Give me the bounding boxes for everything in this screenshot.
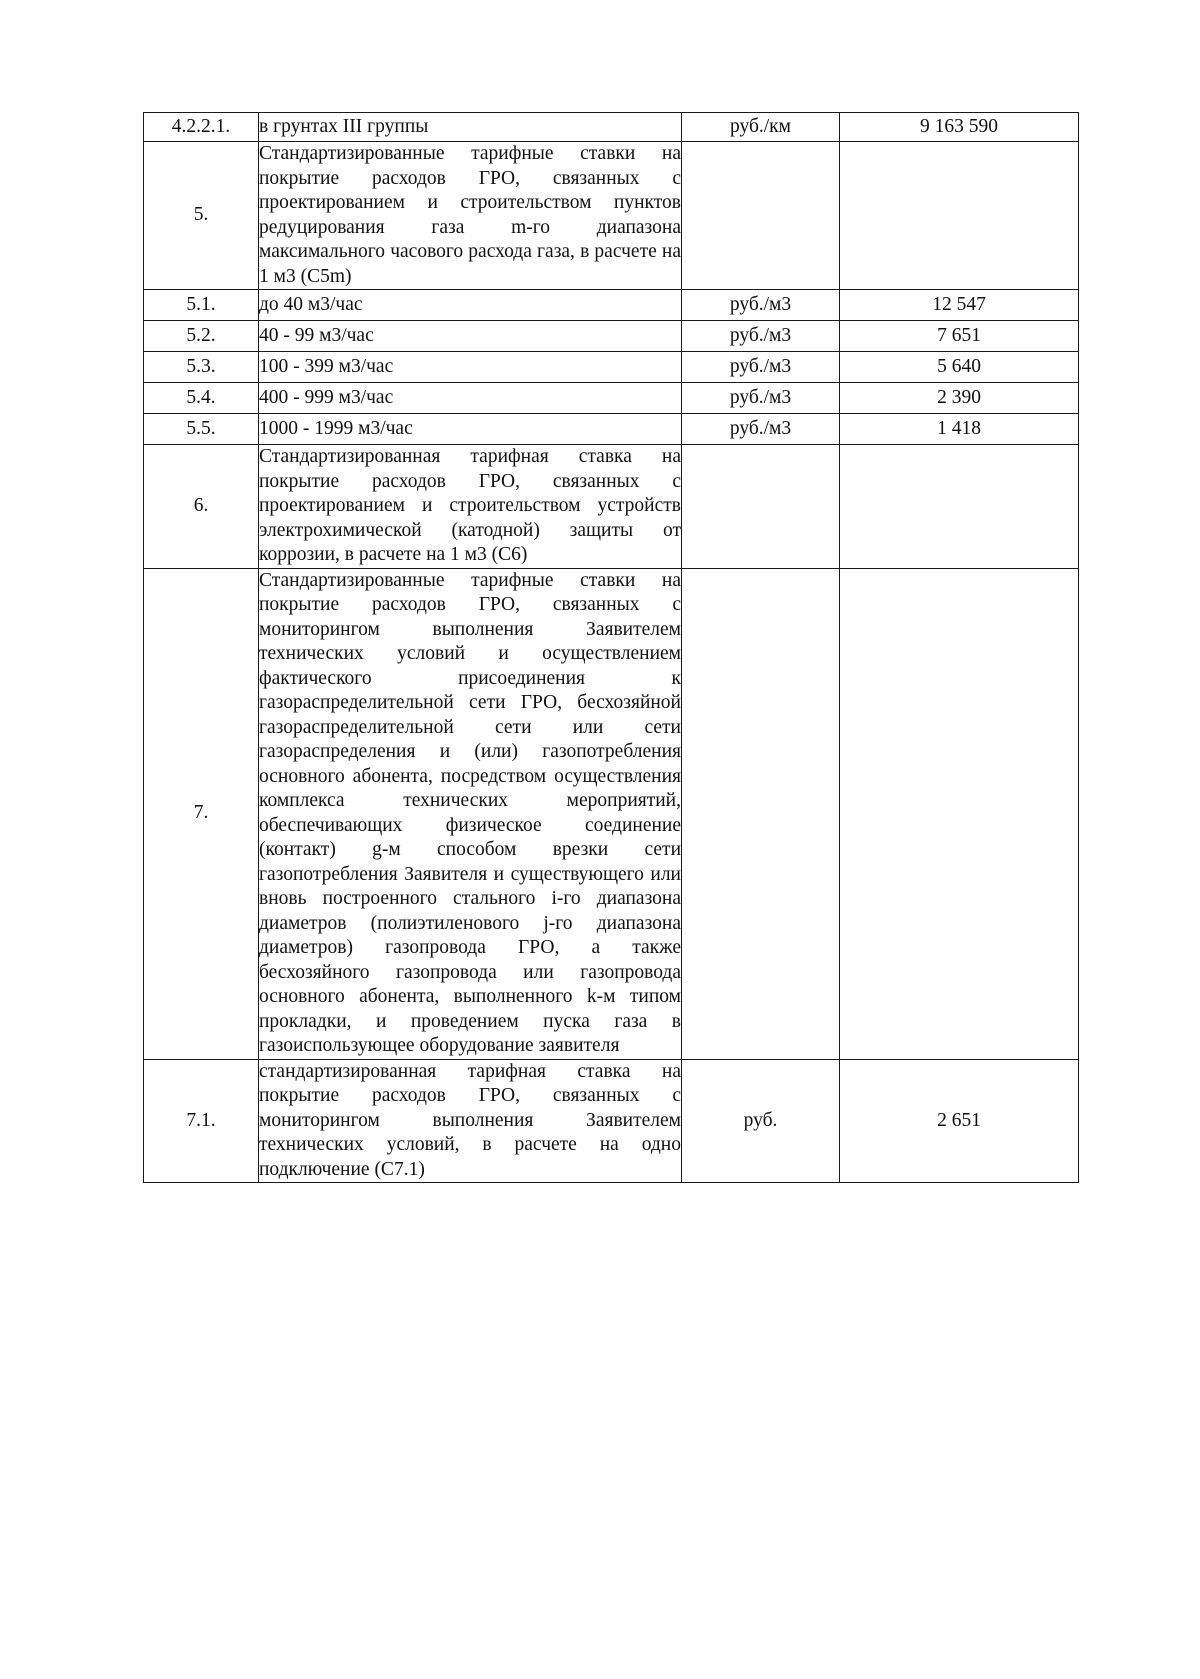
table-row — [144, 142, 1079, 290]
row-description: в грунтах III группы — [259, 113, 682, 142]
row-value: 5 640 — [840, 352, 1079, 383]
row-description: Стандартизированные тарифные ставки на покрытие расходов ГРО, связанных с проектированием и строительством пунктов редуцирования газа m-го диапазона максимального часового расхода газа, в расчете на 1 м3 (С5m) — [259, 142, 682, 290]
row-value: 9 163 590 — [840, 113, 1079, 142]
row-unit: руб./м3 — [682, 290, 840, 321]
table-row — [144, 445, 1079, 569]
row-unit: руб./м3 — [682, 414, 840, 445]
row-number: 5. — [144, 142, 259, 290]
row-unit — [682, 445, 840, 569]
row-unit: руб./м3 — [682, 352, 840, 383]
row-number: 4.2.2.1. — [144, 113, 259, 142]
row-number: 5.4. — [144, 383, 259, 414]
table-row — [144, 113, 1079, 142]
row-description: 1000 - 1999 м3/час — [259, 414, 682, 445]
row-description: Стандартизированные тарифные ставки на покрытие расходов ГРО, связанных с мониторингом выполнения Заявителем технических условий и осуществлением фактического присоединения к газораспределительной сети ГРО, бесхозяйной газораспределительной сети или сети газораспределения и (или) газопотребления основного абонента, посредством осуществления комплекса технических мероприятий, обеспечивающих физическое соединение (контакт) g-м способом врезки сети газопотребления Заявителя и существующего или вновь построенного стального i-го диапазона диаметров (полиэтиленового j-го диапазона диаметров) газопровода ГРО, а также бесхозяйного газопровода или газопровода основного абонента, выполненного k-м типом прокладки, и проведением пуска газа в газоиспользующее оборудование заявителя — [259, 568, 682, 1059]
row-value: 2 651 — [840, 1059, 1079, 1183]
row-number: 6. — [144, 445, 259, 569]
row-description: 40 - 99 м3/час — [259, 321, 682, 352]
row-value: 12 547 — [840, 290, 1079, 321]
table-row — [144, 352, 1079, 383]
row-unit: руб./км — [682, 113, 840, 142]
row-number: 5.1. — [144, 290, 259, 321]
row-unit: руб./м3 — [682, 321, 840, 352]
row-value — [840, 142, 1079, 290]
row-value — [840, 445, 1079, 569]
row-description: Стандартизированная тарифная ставка на покрытие расходов ГРО, связанных с проектированием и строительством устройств электрохимической (катодной) защиты от коррозии, в расчете на 1 м3 (С6) — [259, 445, 682, 569]
row-value: 7 651 — [840, 321, 1079, 352]
row-unit: руб./м3 — [682, 383, 840, 414]
tariff-table — [143, 112, 1079, 1183]
table-row — [144, 414, 1079, 445]
row-number: 5.5. — [144, 414, 259, 445]
row-number: 5.2. — [144, 321, 259, 352]
row-number: 7. — [144, 568, 259, 1059]
row-description: стандартизированная тарифная ставка на покрытие расходов ГРО, связанных с мониторингом выполнения Заявителем технических условий, в расчете на одно подключение (С7.1) — [259, 1059, 682, 1183]
row-value: 1 418 — [840, 414, 1079, 445]
row-unit: руб. — [682, 1059, 840, 1183]
table-row — [144, 321, 1079, 352]
table-row — [144, 1059, 1079, 1183]
row-value: 2 390 — [840, 383, 1079, 414]
row-unit — [682, 568, 840, 1059]
row-value — [840, 568, 1079, 1059]
row-number: 5.3. — [144, 352, 259, 383]
table-row — [144, 383, 1079, 414]
row-description: 100 - 399 м3/час — [259, 352, 682, 383]
row-description: 400 - 999 м3/час — [259, 383, 682, 414]
table-row — [144, 290, 1079, 321]
row-number: 7.1. — [144, 1059, 259, 1183]
row-unit — [682, 142, 840, 290]
row-description: до 40 м3/час — [259, 290, 682, 321]
table-row — [144, 568, 1079, 1059]
